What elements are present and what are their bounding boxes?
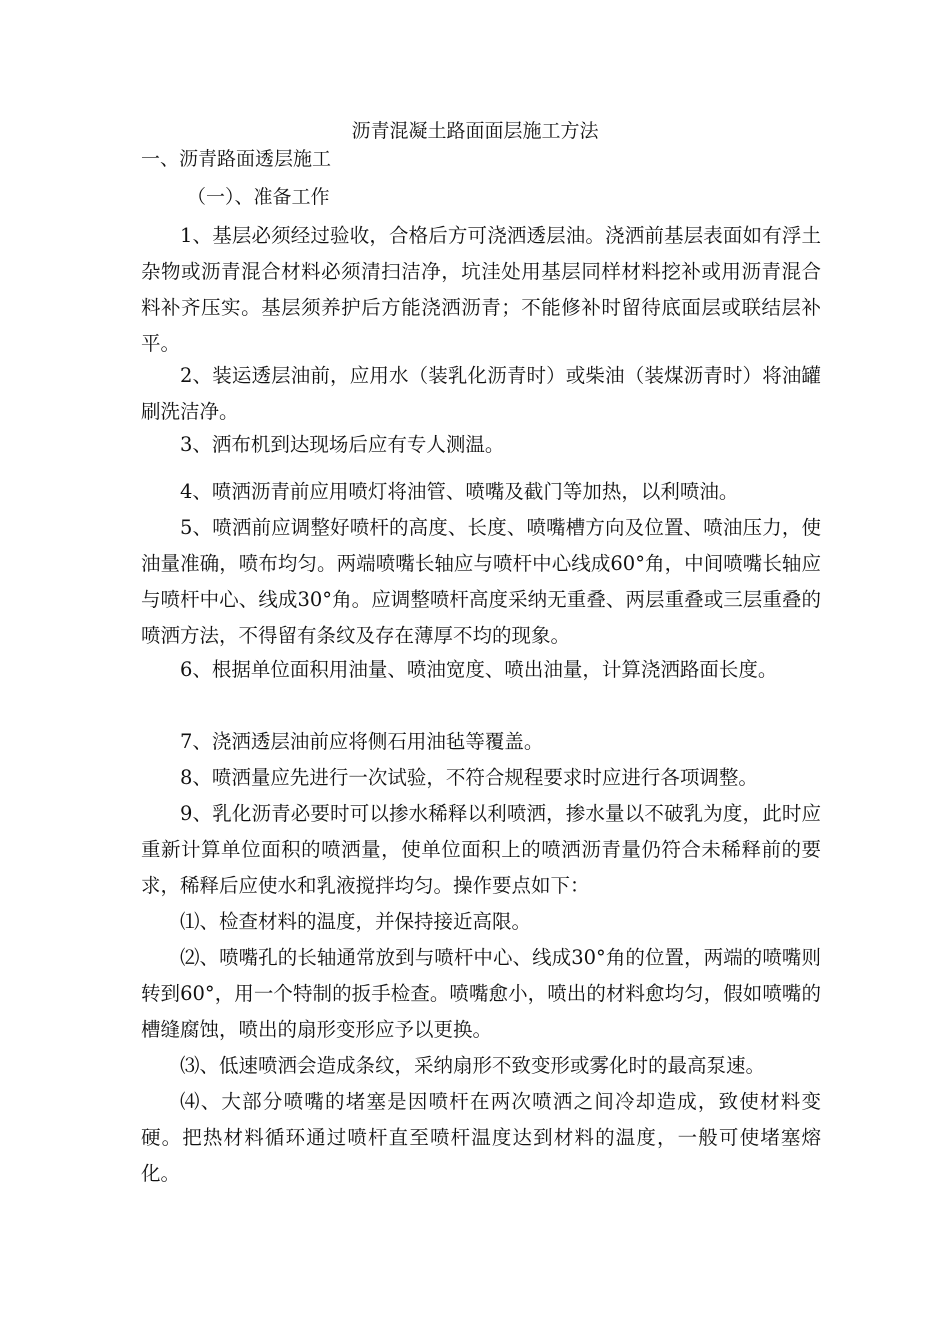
paragraph-7: 7、浇洒透层油前应将侧石用油毡等覆盖。	[180, 730, 544, 753]
operation-point-2: ⑵、喷嘴孔的长轴通常放到与喷杆中心、线成30°角的位置，两端的喷嘴则转到60°，用一个特制的扳手检查。喷嘴愈小，喷出的材料愈均匀，假如喷嘴的槽缝腐蚀，喷出的扇形变形应予以更换。	[141, 946, 821, 1041]
operation-point-1: ⑴、检查材料的温度，并保持接近高限。	[180, 910, 532, 933]
subsection-heading: （一）、准备工作	[187, 186, 330, 208]
paragraph-2: 2、装运透层油前，应用水（装乳化沥青时）或柴油（装煤沥青时）将油罐刷洗洁净。	[141, 364, 821, 423]
section-heading: 一、沥青路面透层施工	[141, 148, 332, 170]
document-title: 沥青混凝土路面面层施工方法	[351, 120, 599, 142]
paragraph-8: 8、喷洒量应先进行一次试验，不符合规程要求时应进行各项调整。	[180, 766, 758, 789]
operation-point-3: ⑶、低速喷洒会造成条纹，采纳扇形不致变形或雾化时的最高泵速。	[180, 1054, 766, 1077]
paragraph-9: 9、乳化沥青必要时可以掺水稀释以利喷洒，掺水量以不破乳为度，此时应重新计算单位面积的喷洒量，使单位面积上的喷洒沥青量仍符合未稀释前的要求，稀释后应使水和乳液搅拌均匀。操作要点如下：	[141, 802, 821, 897]
paragraph-6: 6、根据单位面积用油量、喷油宽度、喷出油量，计算浇洒路面长度。	[180, 658, 778, 681]
operation-point-4: ⑷、大部分喷嘴的堵塞是因喷杆在两次喷洒之间冷却造成，致使材料变硬。把热材料循环通过喷杆直至喷杆温度达到材料的温度，一般可使堵塞熔化。	[141, 1090, 821, 1185]
paragraph-4: 4、喷洒沥青前应用喷灯将油管、喷嘴及截门等加热，以利喷油。	[180, 480, 739, 503]
paragraph-5: 5、喷洒前应调整好喷杆的高度、长度、喷嘴槽方向及位置、喷油压力，使油量准确，喷布均匀。两端喷嘴长轴应与喷杆中心线成60°角，中间喷嘴长轴应与喷杆中心、线成30°角。应调整喷杆高度采纳无重叠、两层重叠或三层重叠的喷洒方法，不得留有条纹及存在薄厚不均的现象。	[141, 516, 821, 647]
paragraph-1: 1、基层必须经过验收，合格后方可浇洒透层油。浇洒前基层表面如有浮土杂物或沥青混合材料必须清扫洁净，坑洼处用基层同样材料挖补或用沥青混合料补齐压实。基层须养护后方能浇洒沥青；不能修补时留待底面层或联结层补平。	[141, 224, 821, 355]
paragraph-3: 3、洒布机到达现场后应有专人测温。	[180, 433, 505, 456]
